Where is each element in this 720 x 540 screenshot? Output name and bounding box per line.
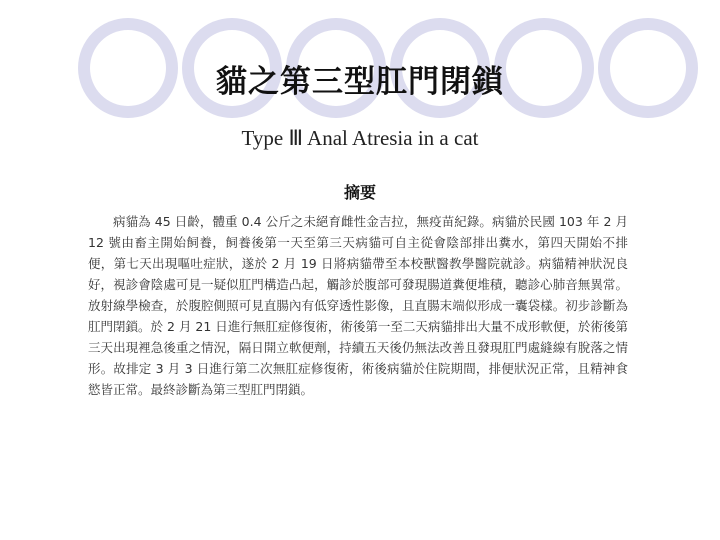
abstract-paragraph: 病貓為 45 日齡，體重 0.4 公斤之未絕育雌性金吉拉，無疫苗紀錄。病貓於民國 103 年 2 月 12 號由畜主開始飼養，飼養後第一天至第三天病貓可自主從會陰部排出糞水，第四天開始不排便，第七天出現嘔吐症狀，遂於 2 月 19 日將病貓帶至本校獸醫教學醫院就診。病貓精神狀況良好，視診會陰處可見一疑似肛門構造凸起，觸診於腹部可發現腸道糞便堆積，聽診心肺音無異常。放射線學檢查，於腹腔側照可見直腸內有低穿透性影像，且直腸末端似形成一囊袋樣。初步診斷為肛門閉鎖。於 2 月 21 日進行無肛症修復術，術後第一至二天病貓排出大量不成形軟便，於術後第三天出現裡急後重之情況，隔日開立軟便劑，持續五天後仍無法改善且發現肛門處縫線有脫落之情形。故排定 3 月 3 日進行第二次無肛症修復術，術後病貓於住院期間，排便狀況正常，且精神食慾皆正常。最終診斷為第三型肛門閉鎖。 <box>88 214 628 397</box>
slide-title-chinese: 貓之第三型肛門閉鎖 <box>216 64 504 100</box>
abstract-heading: 摘要 <box>343 183 376 202</box>
slide-title-english: Type Ⅲ Anal Atresia in a cat <box>241 126 479 150</box>
